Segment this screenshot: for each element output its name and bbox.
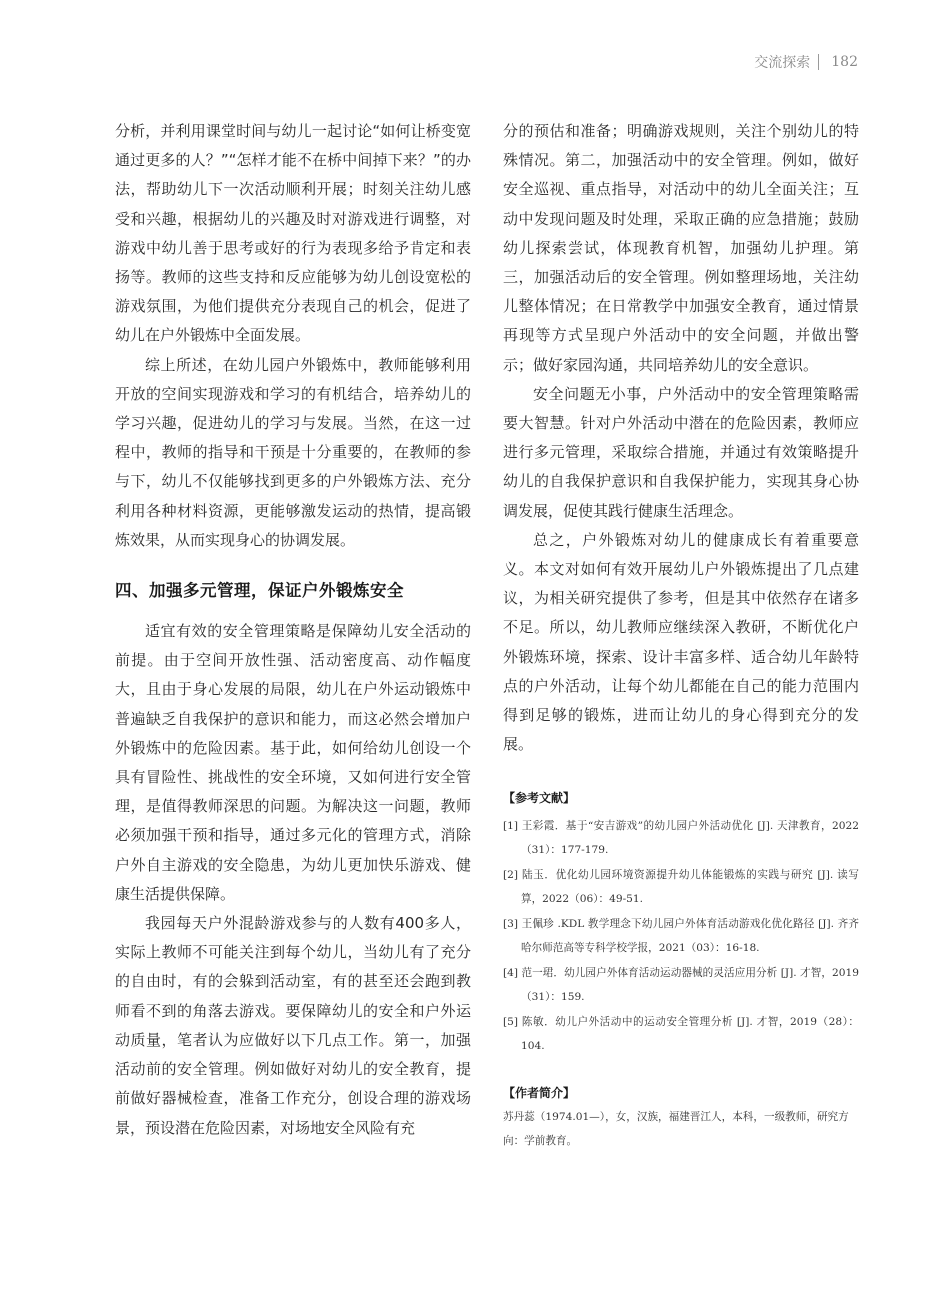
reference-item: [4] 范一珺．幼儿园户外体育活动运动器械的灵活应用分析 [J]. 才智，2019（31）：159.: [503, 967, 859, 1004]
paragraph: 分的预估和准备；明确游戏规则，关注个别幼儿的特殊情况。第二，加强活动中的安全管理。例如，做好安全巡视、重点指导，对活动中的幼儿全面关注；互动中发现问题及时处理，采取正确的应急措施；鼓励幼儿探索尝试，体现教育机智，加强幼儿护理。第三，加强活动后的安全管理。例如整理场地，关注幼儿整体情况；在日常教学中加强安全教育，通过情景再现等方式呈现户外活动中的安全问题，并做出警示；做好家园沟通，共同培养幼儿的安全意识。: [503, 122, 859, 374]
header-divider: [818, 54, 819, 70]
author-bio: 苏丹蕊（1974.01—），女，汉族，福建晋江人，本科，一级教师，研究方向：学前教育。: [503, 1111, 849, 1148]
reference-item: [3] 王佩珍 .KDL 教学理念下幼儿园户外体育活动游戏化优化路径 [J]. 齐齐哈尔师范高等专科学校学报，2021（03）：16-18.: [503, 918, 859, 955]
page-number: 182: [831, 54, 858, 70]
section-heading: 四、加强多元管理，保证户外锻炼安全: [115, 581, 404, 601]
reference-item: [5] 陈敏．幼儿户外活动中的运动安全管理分析 [J]. 才智，2019（28）：104.: [503, 1016, 859, 1053]
paragraph: 分析，并利用课堂时间与幼儿一起讨论“如何让桥变宽通过更多的人？”“怎样才能不在桥中间掉下来？”的办法，帮助幼儿下一次活动顺利开展；时刻关注幼儿感受和兴趣，根据幼儿的兴趣及时对游戏进行调整，对游戏中幼儿善于思考或好的行为表现多给予肯定和表扬等。教师的这些支持和反应能够为幼儿创设宽松的游戏氛围，为他们提供充分表现自己的机会，促进了幼儿在户外锻炼中全面发展。: [115, 122, 471, 345]
paragraph: 我园每天户外混龄游戏参与的人数有400多人，实际上教师不可能关注到每个幼儿，当幼儿有了充分的自由时，有的会躲到活动室，有的甚至还会跑到教师看不到的角落去游戏。要保障幼儿的安全和户外运动质量，笔者认为应做好以下几点工作。第一，加强活动前的安全管理。例如做好对幼儿的安全教育，提前做好器械检查，准备工作充分，创设合理的游戏场景，预设潜在危险因素，对场地安全风险有充: [115, 914, 471, 1137]
references-heading: 【参考文献】: [503, 791, 576, 806]
author-heading: 【作者简介】: [503, 1086, 576, 1101]
paragraph: 适宜有效的安全管理策略是保障幼儿安全活动的前提。由于空间开放性强、活动密度高、动作幅度大，且由于身心发展的局限，幼儿在户外运动锻炼中普遍缺乏自我保护的意识和能力，而这必然会增加户外锻炼中的危险因素。基于此，如何给幼儿创设一个具有冒险性、挑战性的安全环境，又如何进行安全管理，是值得教师深思的问题。为解决这一问题，教师必须加强干预和指导，通过多元化的管理方式，消除户外自主游戏的安全隐患，为幼儿更加快乐游戏、健康生活提供保障。: [115, 622, 471, 903]
right-column: [503, 117, 859, 1153]
paragraph: 安全问题无小事，户外活动中的安全管理策略需要大智慧。针对户外活动中潜在的危险因素，教师应进行多元管理，采取综合措施，并通过有效策略提升幼儿的自我保护意识和自我保护能力，实现其身心协调发展，促使其践行健康生活理念。: [503, 384, 859, 520]
paragraph: 综上所述，在幼儿园户外锻炼中，教师能够利用开放的空间实现游戏和学习的有机结合，培养幼儿的学习兴趣，促进幼儿的学习与发展。当然，在这一过程中，教师的指导和干预是十分重要的，在教师的参与下，幼儿不仅能够找到更多的户外锻炼方法、充分利用各种材料资源，更能够激发运动的热情，提高锻炼效果，从而实现身心的协调发展。: [115, 355, 471, 549]
section-label: 交流探索: [754, 55, 811, 71]
running-header: [754, 52, 858, 72]
reference-item: [2] 陆玉．优化幼儿园环境资源提升幼儿体能锻炼的实践与研究 [J]. 读写算，2022（06）：49-51.: [503, 869, 859, 906]
paragraph: 总之，户外锻炼对幼儿的健康成长有着重要意义。本文对如何有效开展幼儿户外锻炼提出了几点建议，为相关研究提供了参考，但是其中依然存在诸多不足。所以，幼儿教师应继续深入教研，不断优化户外锻炼环境，探索、设计丰富多样、适合幼儿年龄特点的户外活动，让每个幼儿都能在自己的能力范围内得到足够的锻炼，进而让幼儿的身心得到充分的发展。: [503, 530, 859, 754]
reference-item: [1] 王彩霞．基于“安吉游戏”的幼儿园户外活动优化 [J]. 天津教育，2022（31）：177-179.: [503, 820, 859, 857]
left-column: [115, 117, 471, 1143]
